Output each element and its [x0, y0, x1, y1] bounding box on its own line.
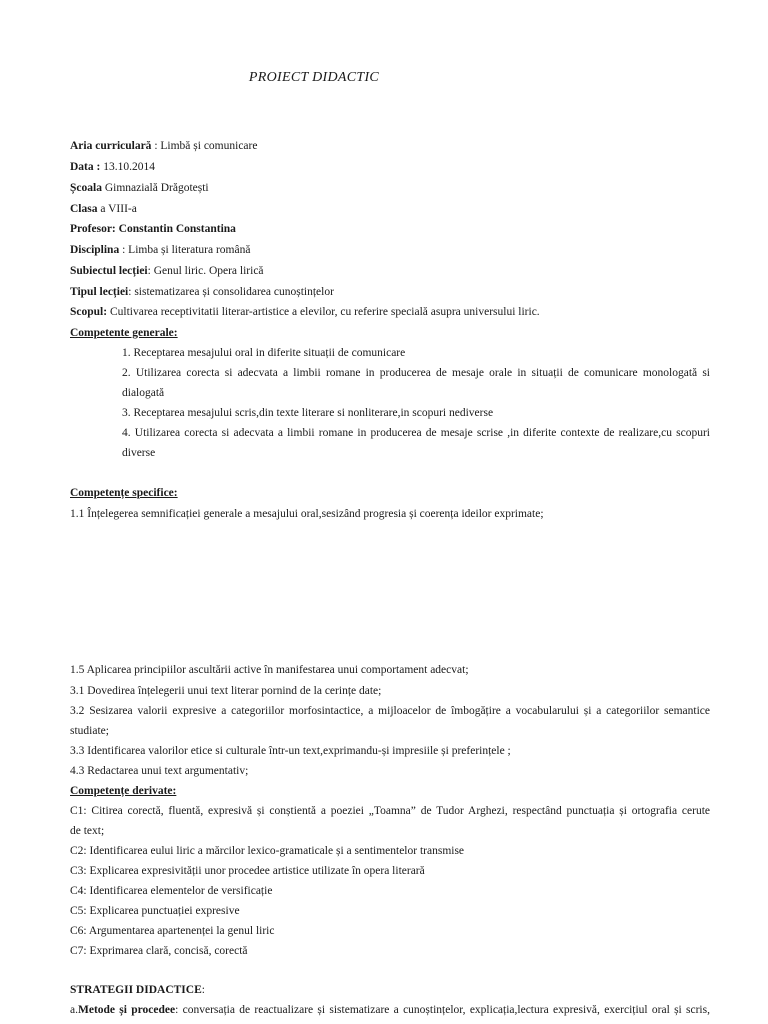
competenta-specifica-1-5: 1.5 Aplicarea principiilor ascultării active în manifestarea unui comportament adecvat;: [70, 664, 469, 676]
competenta-generala-3: 3. Receptarea mesajului scris,din texte literare si nonliterare,in scopuri nediverse: [122, 407, 494, 419]
competenta-specifica-3-2-cont: studiate;: [70, 725, 109, 737]
competenta-specifica-3-3: 3.3 Identificarea valorilor etice si culturale într-un text,exprimandu-și impresiile și preferințele ;: [70, 745, 511, 757]
meta-scoala: Școala Gimnazială Drăgotești: [70, 182, 209, 194]
competenta-derivata-c6: C6: Argumentarea apartenenței la genul liric: [70, 925, 275, 937]
competenta-specifica-3-2: 3.2 Sesizarea valorii expresive a categoriilor morfosintactice, a mijloacelor de îmbogățire a vocabularului și a categoriilor semantice: [70, 705, 710, 717]
competenta-generala-2-cont: dialogată: [122, 387, 165, 399]
competente-generale-heading: Competente generale:: [70, 327, 178, 339]
competente-derivate-heading: Competențe derivate:: [70, 785, 177, 797]
competenta-derivata-c1: C1: Citirea corectă, fluentă, expresivă și conștientă a poeziei „Toamna” de Tudor Arghezi, respectând punctuația și ortografia cerute: [70, 805, 710, 817]
meta-disciplina: Disciplina : Limba și literatura română: [70, 244, 251, 256]
strategii-metode: a.Metode și procedee: conversația de reactualizare și sistematizare a cunoștințelor, explicația,lectura expresivă, exercițiul oral și scris,: [70, 1004, 710, 1016]
meta-subiect: Subiectul lecției: Genul liric. Opera lirică: [70, 265, 264, 277]
meta-tipul: Tipul lecției: sistematizarea și consolidarea cunoștințelor: [70, 286, 334, 298]
strategii-heading: STRATEGII DIDACTICE:: [70, 984, 205, 996]
competenta-generala-1: 1. Receptarea mesajului oral in diferite situații de comunicare: [122, 347, 406, 359]
meta-scopul: Scopul: Cultivarea receptivitatii literar-artistice a elevilor, cu referire specială asupra universului liric.: [70, 306, 540, 318]
competenta-generala-2: 2. Utilizarea corecta si adecvata a limbii romane in producerea de mesaje orale in situații de comunicare monologată si: [122, 367, 710, 379]
competenta-specifica-3-1: 3.1 Dovedirea înțelegerii unui text literar pornind de la cerințe date;: [70, 685, 382, 697]
meta-data: Data : 13.10.2014: [70, 161, 155, 173]
competenta-derivata-c1-cont: de text;: [70, 825, 105, 837]
competenta-generala-4-cont: diverse: [122, 447, 156, 459]
competenta-generala-4: 4. Utilizarea corecta si adecvata a limbii romane in producerea de mesaje scrise ,in diferite contexte de realizare,cu scopuri: [122, 427, 710, 439]
competenta-derivata-c5: C5: Explicarea punctuației expresive: [70, 905, 240, 917]
competenta-derivata-c3: C3: Explicarea expresivității unor procedee artistice utilizate în opera literară: [70, 865, 425, 877]
meta-profesor: Profesor: Constantin Constantina: [70, 223, 236, 235]
competenta-derivata-c2: C2: Identificarea eului liric a mărcilor lexico-gramaticale și a sentimentelor transmise: [70, 845, 465, 857]
competenta-derivata-c7: C7: Exprimarea clară, concisă, corectă: [70, 945, 248, 957]
competenta-derivata-c4: C4: Identificarea elementelor de versificație: [70, 885, 273, 897]
meta-aria: Aria curriculară : Limbă și comunicare: [70, 140, 258, 152]
document-title: PROIECT DIDACTIC: [248, 70, 380, 85]
competenta-specifica-1-1: 1.1 Înțelegerea semnificației generale a mesajului oral,sesizând progresia și coerența ideilor exprimate;: [70, 508, 544, 520]
competenta-specifica-4-3: 4.3 Redactarea unui text argumentativ;: [70, 765, 249, 777]
meta-clasa: Clasa a VIII-a: [70, 203, 137, 215]
competente-specifice-heading: Competențe specifice:: [70, 487, 178, 499]
